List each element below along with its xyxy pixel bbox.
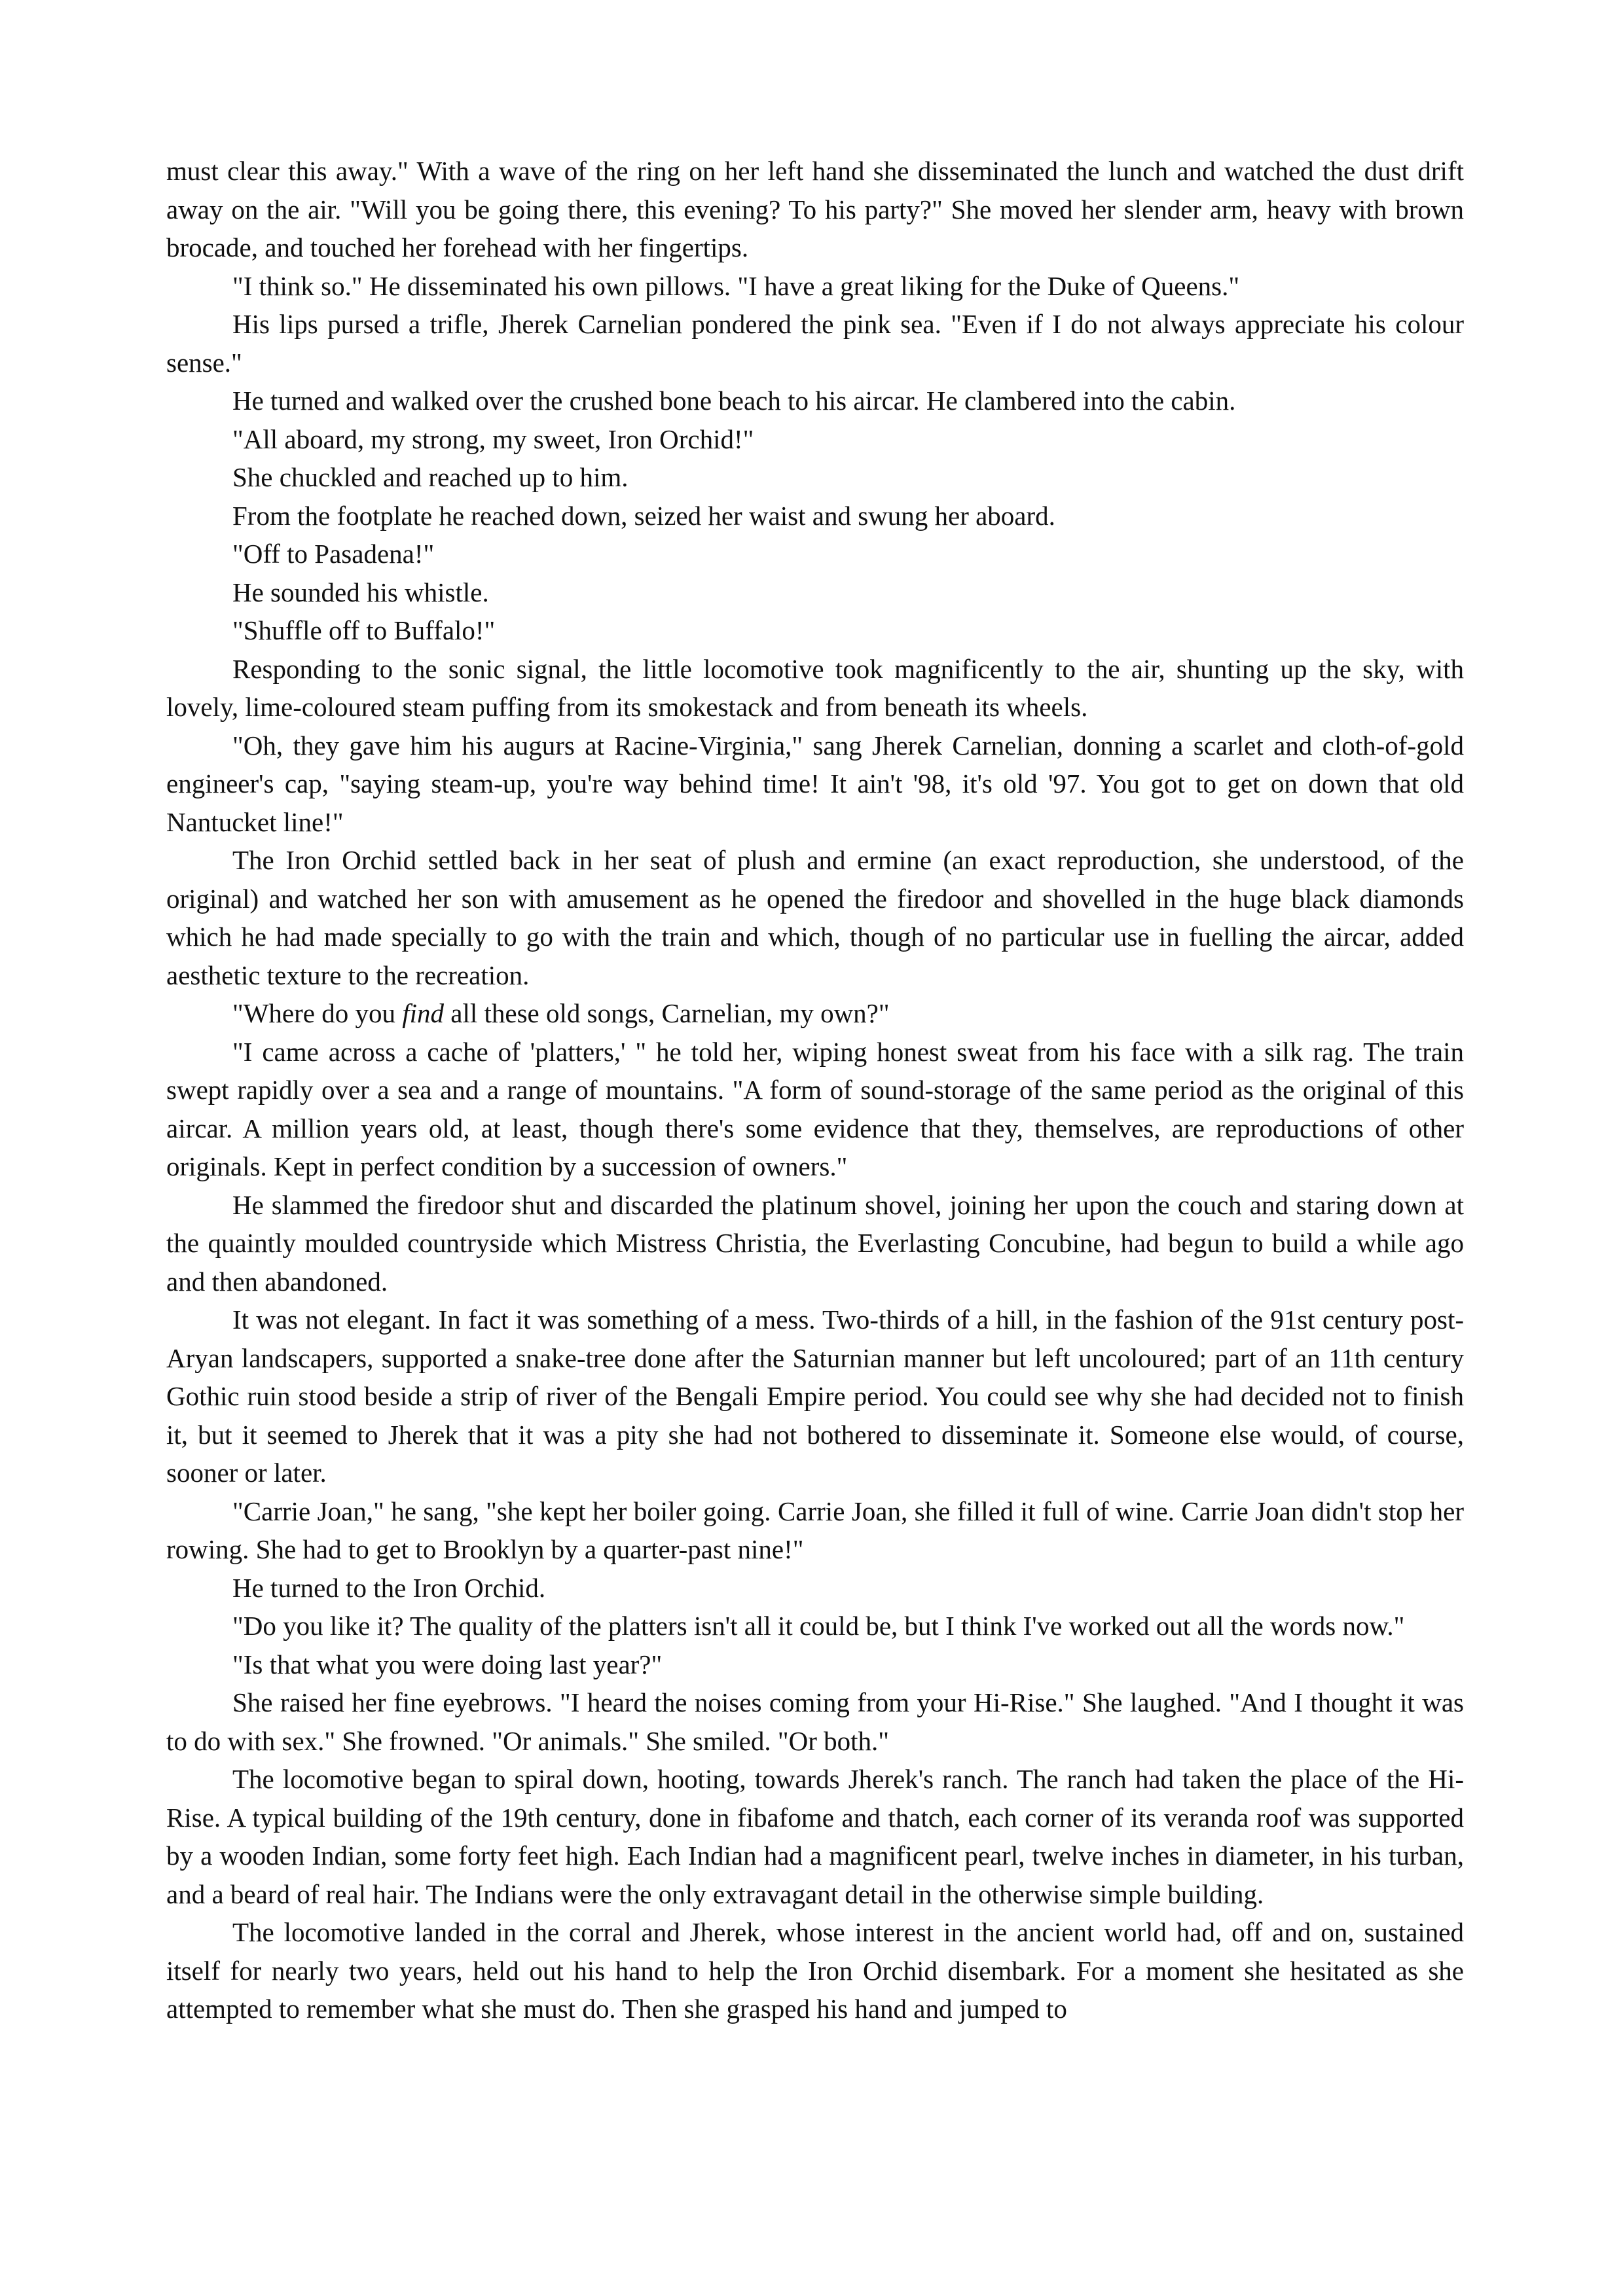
paragraph: The locomotive began to spiral down, hooting, towards Jherek's ranch. The ranch had taken the place of the Hi-Rise. A typical building of the 19th century, done in fibafome and thatch, each corner of its veranda roof was supported by a wooden Indian, some forty feet high. Each Indian had a magnificent pearl, twelve inches in diameter, in his turban, and a beard of real hair. The Indians were the only extravagant detail in the otherwise simple building.: [166, 1764, 1464, 1909]
paragraph: "Oh, they gave him his augurs at Racine-Virginia," sang Jherek Carnelian, donning a scarlet and cloth-of-gold engineer's cap, "saying steam-up, you're way behind time! It ain't '98, it's old '97. You got to get on down that old Nantucket line!": [166, 730, 1464, 837]
paragraph: "Shuffle off to Buffalo!": [232, 615, 496, 645]
paragraph: "Is that what you were doing last year?": [232, 1649, 663, 1679]
paragraph: His lips pursed a trifle, Jherek Carnelian pondered the pink sea. "Even if I do not always appreciate his colour sense.": [166, 309, 1464, 378]
italic-emphasis: find: [402, 998, 445, 1028]
paragraph-text: all these old songs, Carnelian, my own?": [444, 998, 890, 1028]
paragraph: "Do you like it? The quality of the platters isn't all it could be, but I think I've worked out all the words now.": [232, 1611, 1405, 1641]
paragraph: "Off to Pasadena!": [232, 539, 435, 569]
paragraph: "Carrie Joan," he sang, "she kept her boiler going. Carrie Joan, she filled it full of wine. Carrie Joan didn't stop her rowing. She had to get to Brooklyn by a quarter-past nine!": [166, 1496, 1464, 1564]
paragraph: She raised her fine eyebrows. "I heard the noises coming from your Hi-Rise." She laughed. "And I thought it was to do with sex." She frowned. "Or animals." She smiled. "Or both.": [166, 1687, 1464, 1756]
paragraph: The Iron Orchid settled back in her seat of plush and ermine (an exact reproduction, she understood, of the original) and watched her son with amusement as he opened the firedoor and shovelled in the huge black diamonds which he had made specially to go with the train and which, though of no particular use in fuelling the aircar, added aesthetic texture to the recreation.: [166, 845, 1464, 990]
paragraph: "All aboard, my strong, my sweet, Iron Orchid!": [232, 423, 754, 454]
paragraph: [166, 994, 1464, 1033]
paragraph: "I came across a cache of 'platters,' " he told her, wiping honest sweat from his face with a silk rag. The train swept rapidly over a sea and a range of mountains. "A form of sound-storage of the same period as the original of this aircar. A million years old, at least, though there's some evidence that they, themselves, are reproductions of other originals. Kept in perfect condition by a succession of owners.": [166, 1036, 1464, 1181]
paragraph: He turned and walked over the crushed bone beach to his aircar. He clambered into the cabin.: [232, 386, 1236, 416]
paragraph: The locomotive landed in the corral and Jherek, whose interest in the ancient world had, off and on, sustained itself for nearly two years, held out his hand to help the Iron Orchid disembark. For a moment she hesitated as she attempted to remember what she must do. Then she grasped his hand and jumped to: [166, 1917, 1464, 2024]
paragraph: Responding to the sonic signal, the little locomotive took magnificently to the air, shunting up the sky, with lovely, lime-coloured steam puffing from its smokestack and from beneath its wheels.: [166, 653, 1464, 722]
paragraph: It was not elegant. In fact it was something of a mess. Two-thirds of a hill, in the fashion of the 91st century post-Aryan landscapers, supported a snake-tree done after the Saturnian manner but left uncoloured; part of an 11th century Gothic ruin stood beside a strip of river of the Bengali Empire period. You could see why she had decided not to finish it, but it seemed to Jherek that it was a pity she had not bothered to disseminate it. Someone else would, of course, sooner or later.: [166, 1304, 1464, 1488]
document-page: [166, 152, 1464, 2028]
paragraph: must clear this away." With a wave of the ring on her left hand she disseminated the lunch and watched the dust drift away on the air. "Will you be going there, this evening? To his party?" She moved her slender arm, heavy with brown brocade, and touched her forehead with her fingertips.: [166, 156, 1464, 262]
paragraph: "I think so." He disseminated his own pillows. "I have a great liking for the Duke of Queens.": [232, 270, 1240, 301]
paragraph: He sounded his whistle.: [232, 577, 489, 607]
paragraph: He turned to the Iron Orchid.: [232, 1572, 546, 1603]
paragraph: She chuckled and reached up to him.: [232, 462, 629, 492]
paragraph: He slammed the firedoor shut and discarded the platinum shovel, joining her upon the couch and staring down at the quaintly moulded countryside which Mistress Christia, the Everlasting Concubine, had begun to build a while ago and then abandoned.: [166, 1189, 1464, 1297]
paragraph-text: "Where do you: [232, 998, 403, 1028]
paragraph: From the footplate he reached down, seized her waist and swung her aboard.: [232, 500, 1055, 531]
